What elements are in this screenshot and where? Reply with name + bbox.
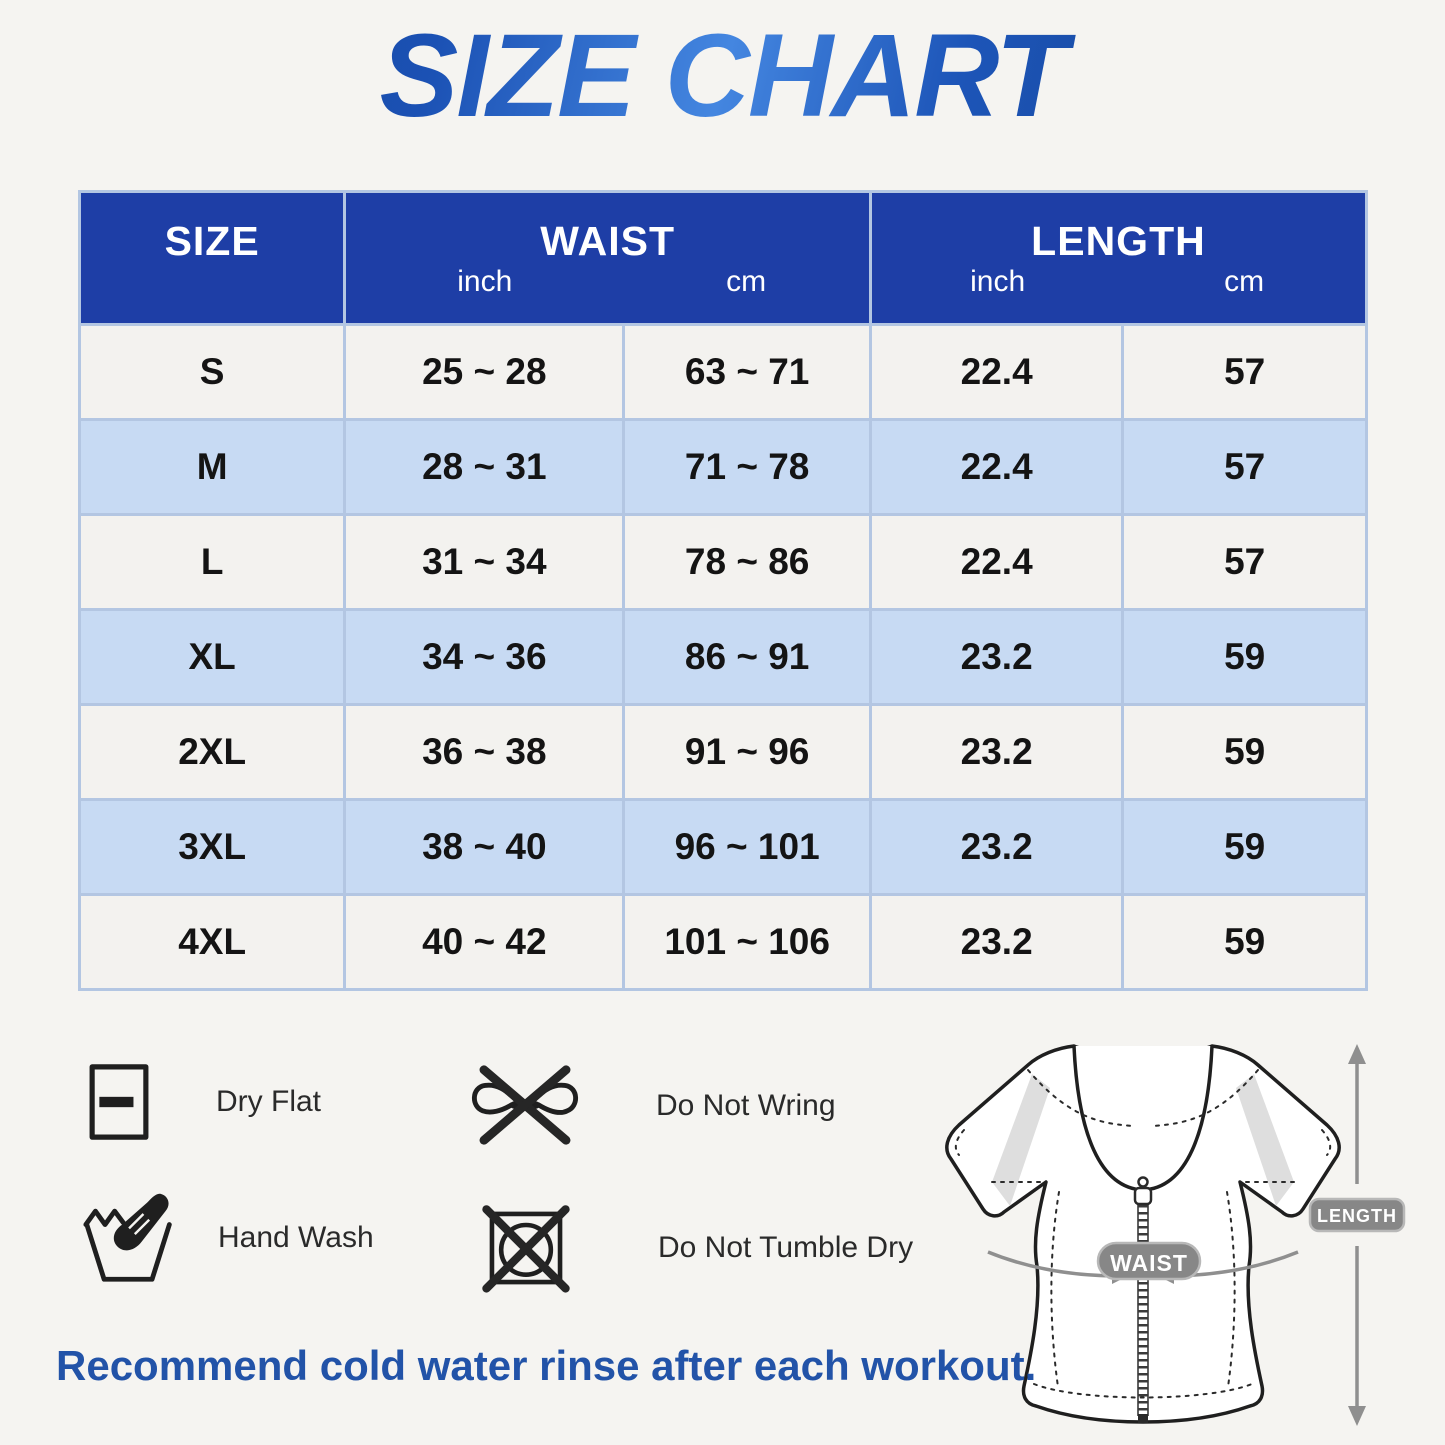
waist-header-label: WAIST — [540, 218, 676, 264]
length-arrow — [1348, 1044, 1366, 1426]
length-inch-cell: 22.4 — [872, 326, 1121, 418]
size-cell: M — [81, 421, 343, 513]
care-item-do-not-tumble-dry — [480, 1202, 913, 1294]
size-cell: L — [81, 516, 343, 608]
size-cell: 4XL — [81, 896, 343, 988]
length-cm-label: cm — [1224, 265, 1265, 298]
length-badge-label: LENGTH — [1317, 1206, 1397, 1226]
col-header-length — [872, 193, 1365, 323]
waist-cm-cell: 71 ~ 78 — [625, 421, 869, 513]
length-inch-cell: 23.2 — [872, 896, 1121, 988]
waist-inch-cell: 40 ~ 42 — [346, 896, 622, 988]
dry-flat-icon — [88, 1062, 150, 1142]
length-inch-cell: 23.2 — [872, 706, 1121, 798]
care-label: Do Not Tumble Dry — [658, 1231, 914, 1264]
size-cell: 3XL — [81, 801, 343, 893]
waist-inch-cell: 25 ~ 28 — [346, 326, 622, 418]
waist-cm-cell: 63 ~ 71 — [625, 326, 869, 418]
footer-note: Recommend cold water rinse after each workout. — [56, 1342, 1037, 1389]
waist-units — [346, 265, 869, 299]
length-cm-cell: 57 — [1124, 421, 1365, 513]
length-badge — [1310, 1199, 1404, 1231]
size-cell: S — [81, 326, 343, 418]
length-inch-cell: 23.2 — [872, 611, 1121, 703]
waist-cm-cell: 78 ~ 86 — [625, 516, 869, 608]
waist-inch-cell: 38 ~ 40 — [346, 801, 622, 893]
waist-inch-cell: 34 ~ 36 — [346, 611, 622, 703]
waist-cm-cell: 91 ~ 96 — [625, 706, 869, 798]
care-item-hand-wash — [82, 1190, 374, 1286]
hand-wash-icon — [82, 1190, 178, 1286]
size-header-label: SIZE — [164, 218, 260, 264]
length-units — [872, 265, 1365, 299]
size-cell: XL — [81, 611, 343, 703]
col-header-waist — [346, 193, 869, 323]
length-inch-label: inch — [970, 265, 1026, 298]
waist-inch-cell: 31 ~ 34 — [346, 516, 622, 608]
waist-cm-label: cm — [726, 265, 767, 298]
page-title: SIZE CHART — [0, 8, 1445, 144]
waist-badge-label: WAIST — [1110, 1250, 1188, 1276]
waist-badge — [1098, 1243, 1200, 1279]
length-cm-cell: 59 — [1124, 611, 1365, 703]
length-inch-cell: 22.4 — [872, 421, 1121, 513]
waist-cm-cell: 101 ~ 106 — [625, 896, 869, 988]
size-table — [78, 190, 1368, 991]
length-header-label: LENGTH — [1031, 218, 1206, 264]
care-label: Do Not Wring — [656, 1089, 836, 1122]
care-item-dry-flat — [88, 1062, 321, 1142]
waist-inch-label: inch — [457, 265, 513, 298]
waist-inch-cell: 28 ~ 31 — [346, 421, 622, 513]
length-cm-cell: 59 — [1124, 801, 1365, 893]
length-cm-cell: 59 — [1124, 706, 1365, 798]
care-label: Hand Wash — [218, 1221, 374, 1254]
length-inch-cell: 23.2 — [872, 801, 1121, 893]
do-not-wring-icon — [466, 1062, 584, 1150]
col-header-size — [81, 193, 343, 323]
waist-cm-cell: 86 ~ 91 — [625, 611, 869, 703]
size-cell: 2XL — [81, 706, 343, 798]
length-cm-cell: 59 — [1124, 896, 1365, 988]
length-cm-cell: 57 — [1124, 516, 1365, 608]
care-label: Dry Flat — [216, 1085, 321, 1118]
waist-inch-cell: 36 ~ 38 — [346, 706, 622, 798]
length-inch-cell: 22.4 — [872, 516, 1121, 608]
do-not-tumble-dry-icon — [480, 1202, 572, 1294]
waist-cm-cell: 96 ~ 101 — [625, 801, 869, 893]
length-cm-cell: 57 — [1124, 326, 1365, 418]
care-item-do-not-wring — [466, 1062, 836, 1150]
